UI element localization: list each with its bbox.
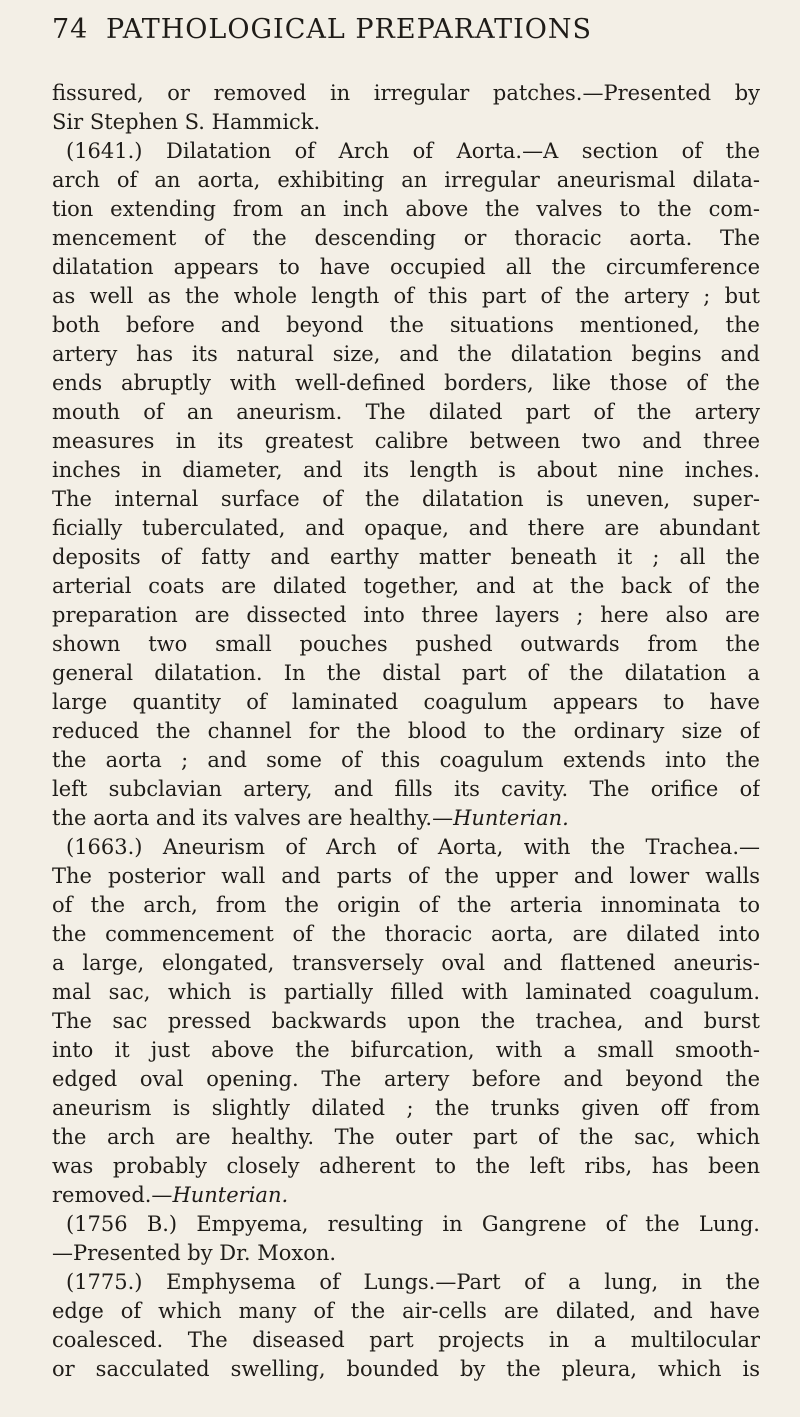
text-line	[52, 108, 760, 137]
text-line-content: left subclavian artery, and fills its cavity. The orifice of	[52, 777, 760, 801]
text-line	[52, 1210, 760, 1239]
text-line-content: Sir Stephen S. Hammick.	[52, 110, 321, 134]
attribution: Hunterian.	[453, 806, 569, 830]
text-line	[52, 572, 760, 601]
text-line-content: aneurism is slightly dilated ; the trunks given off from	[52, 1096, 760, 1120]
running-head	[52, 0, 760, 72]
text-line	[52, 1007, 760, 1036]
text-line-content: shown two small pouches pushed outwards from the	[52, 632, 760, 656]
text-line-content: measures in its greatest calibre between two and three	[52, 429, 760, 453]
text-line	[52, 1326, 760, 1355]
text-line	[52, 1152, 760, 1181]
text-line-content: The sac pressed backwards upon the trachea, and burst	[52, 1009, 760, 1033]
text-line	[52, 601, 760, 630]
text-line	[52, 79, 760, 108]
text-line-content: edged oval opening. The artery before and beyond the	[52, 1067, 760, 1091]
text-line-content: inches in diameter, and its length is about nine inches.	[52, 458, 760, 482]
body-text	[52, 79, 760, 1384]
text-line	[52, 282, 760, 311]
text-line	[52, 514, 760, 543]
text-line	[52, 717, 760, 746]
text-line	[52, 978, 760, 1007]
text-line-content: deposits of fatty and earthy matter beneath it ; all the	[52, 545, 760, 569]
text-line-content: the aorta ; and some of this coagulum extends into the	[52, 748, 760, 772]
text-line	[52, 1181, 760, 1210]
text-line-content: large quantity of laminated coagulum appears to have	[52, 690, 760, 714]
text-line-content: general dilatation. In the distal part of the dilatation a	[52, 661, 760, 685]
text-line	[52, 456, 760, 485]
text-line	[52, 1036, 760, 1065]
text-line-content: (1641.) Dilatation of Arch of Aorta.—A section of the	[66, 139, 760, 163]
text-line-content: was probably closely adherent to the left ribs, has been	[52, 1154, 760, 1178]
text-line	[52, 688, 760, 717]
text-line	[52, 920, 760, 949]
text-line-content: reduced the channel for the blood to the ordinary size of	[52, 719, 760, 743]
page-number: 74	[52, 14, 89, 45]
text-line	[52, 1239, 760, 1268]
text-line	[52, 1065, 760, 1094]
text-line	[52, 369, 760, 398]
text-line-content: dilatation appears to have occupied all the circumference	[52, 255, 760, 279]
text-line	[52, 1268, 760, 1297]
text-line-content: of the arch, from the origin of the arteria innominata to	[52, 893, 760, 917]
text-line	[52, 398, 760, 427]
text-line	[52, 195, 760, 224]
text-line	[52, 340, 760, 369]
text-line-content: fissured, or removed in irregular patches.—Presented by	[52, 81, 760, 105]
text-line	[52, 746, 760, 775]
text-line-content: (1663.) Aneurism of Arch of Aorta, with the Trachea.—	[66, 835, 760, 859]
text-line	[52, 485, 760, 514]
text-line-content: removed.—	[52, 1183, 173, 1207]
text-line-content: as well as the whole length of this part of the artery ; but	[52, 284, 760, 308]
text-line	[52, 833, 760, 862]
text-line	[52, 659, 760, 688]
text-line	[52, 543, 760, 572]
running-title: PATHOLOGICAL PREPARATIONS	[106, 14, 593, 45]
text-line-content: mencement of the descending or thoracic aorta. The	[52, 226, 760, 250]
text-line-content: arterial coats are dilated together, and at the back of the	[52, 574, 760, 598]
text-line	[52, 1297, 760, 1326]
text-line	[52, 1355, 760, 1384]
text-line-content: mouth of an aneurism. The dilated part of the artery	[52, 400, 760, 424]
text-line-content: the aorta and its valves are healthy.—	[52, 806, 454, 830]
text-line	[52, 862, 760, 891]
text-line-content: tion extending from an inch above the valves to the com-	[52, 197, 760, 221]
text-line	[52, 253, 760, 282]
text-line	[52, 891, 760, 920]
text-line	[52, 804, 760, 833]
text-line-content: (1775.) Emphysema of Lungs.—Part of a lung, in the	[66, 1270, 760, 1294]
text-line-content: edge of which many of the air-cells are dilated, and have	[52, 1299, 760, 1323]
text-line	[52, 137, 760, 166]
text-line-content: (1756 B.) Empyema, resulting in Gangrene of the Lung.	[66, 1212, 760, 1236]
text-line-content: preparation are dissected into three layers ; here also are	[52, 603, 760, 627]
text-line-content: artery has its natural size, and the dilatation begins and	[52, 342, 760, 366]
text-line	[52, 1123, 760, 1152]
text-line	[52, 949, 760, 978]
text-line-content: ficially tuberculated, and opaque, and there are abundant	[52, 516, 760, 540]
text-line-content: coalesced. The diseased part projects in a multilocular	[52, 1328, 760, 1352]
text-line	[52, 224, 760, 253]
text-line-content: both before and beyond the situations mentioned, the	[52, 313, 760, 337]
text-line	[52, 775, 760, 804]
text-line	[52, 630, 760, 659]
text-line-content: the arch are healthy. The outer part of the sac, which	[52, 1125, 760, 1149]
text-line	[52, 1094, 760, 1123]
text-line-content: the commencement of the thoracic aorta, are dilated into	[52, 922, 760, 946]
text-line-content: into it just above the bifurcation, with a small smooth-	[52, 1038, 760, 1062]
text-line-content: or sacculated swelling, bounded by the pleura, which is	[52, 1357, 760, 1381]
text-line-content: The internal surface of the dilatation is uneven, super-	[52, 487, 760, 511]
text-line-content: —Presented by Dr. Moxon.	[52, 1241, 337, 1265]
text-line	[52, 311, 760, 340]
text-line-content: mal sac, which is partially filled with laminated coagulum.	[52, 980, 760, 1004]
attribution: Hunterian.	[172, 1183, 289, 1207]
text-line	[52, 166, 760, 195]
text-line	[52, 427, 760, 456]
text-line-content: a large, elongated, transversely oval and flattened aneuris-	[52, 951, 760, 975]
text-line-content: The posterior wall and parts of the upper and lower walls	[52, 864, 760, 888]
text-line-content: arch of an aorta, exhibiting an irregular aneurismal dilata-	[52, 168, 760, 192]
text-line-content: ends abruptly with well-defined borders, like those of the	[52, 371, 760, 395]
